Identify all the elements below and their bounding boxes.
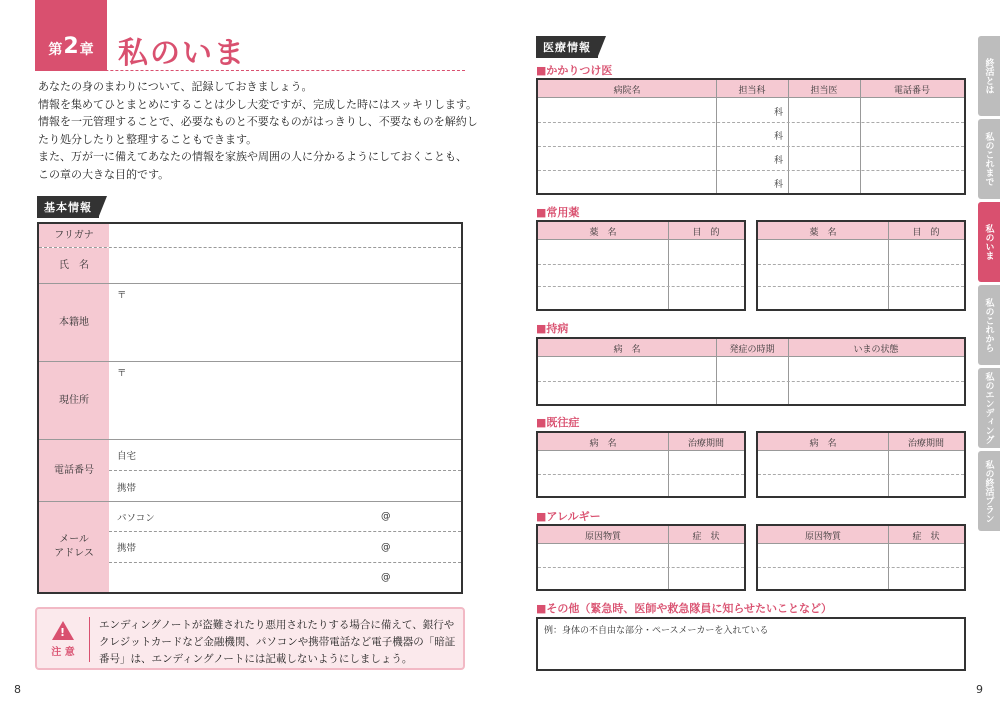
kiou-heading: ■既往症 <box>536 416 580 429</box>
mail-mobile-label: 携帯 <box>117 543 137 554</box>
kiou-table-left <box>536 431 746 498</box>
other-field[interactable] <box>536 617 966 671</box>
tab-now[interactable]: 私のいま <box>978 202 1000 282</box>
honseki-label: 本籍地 <box>39 284 109 361</box>
col-doctor: 担当医 <box>810 85 838 96</box>
dept-suffix: 科 <box>774 108 784 118</box>
intro-line: また、万が一に備えてあなたの情報を家族や周囲の人に分かるようにしておくことも、 <box>38 150 467 164</box>
row-divider <box>758 474 964 475</box>
honseki-row <box>39 284 461 362</box>
col-purpose: 目 的 <box>912 227 940 238</box>
col-disease: 病 名 <box>613 344 641 355</box>
phone-home-field[interactable] <box>109 440 461 471</box>
col-purpose: 目 的 <box>692 227 720 238</box>
intro-line: 情報を集めてひとまとめにすることは少し大変ですが、完成した時にはスッキリします。 <box>38 97 478 111</box>
kakaritsuke-table <box>536 78 966 195</box>
caution-line: エンディングノートが盗難されたり悪用されたりする場合に備えて、銀行や <box>99 619 455 631</box>
intro-line: この章の大きな目的です。 <box>38 167 170 181</box>
exclamation-icon: ! <box>60 626 66 639</box>
col-divider <box>788 339 789 404</box>
right-page <box>500 0 1000 706</box>
mail-mobile-field[interactable] <box>109 532 461 563</box>
row-divider <box>538 474 744 475</box>
row-divider <box>758 567 964 568</box>
mail-label: メール アドレス <box>39 502 109 592</box>
joyo-table-right <box>756 220 966 311</box>
mail-pc-field[interactable] <box>109 502 461 532</box>
joyo-table-left <box>536 220 746 311</box>
tab-future[interactable]: 私のこれから <box>978 285 1000 365</box>
postal-mark: 〒 <box>117 368 127 379</box>
col-allergen: 原因物質 <box>804 531 841 542</box>
tab-plan[interactable]: 私の終活プラン <box>978 451 1000 531</box>
kakaritsuke-heading: ■かかりつけ医 <box>536 64 613 77</box>
row-divider <box>538 146 964 147</box>
other-example: 例：身体の不自由な部分・ペースメーカーを入れている <box>544 626 769 636</box>
caution-label: 注 意 <box>51 647 75 658</box>
col-divider <box>888 526 889 589</box>
chapter-title: 私のいま <box>118 36 246 71</box>
col-divider <box>668 222 669 309</box>
allergy-table-right <box>756 524 966 591</box>
address-row <box>39 362 461 440</box>
phone-row <box>39 440 461 502</box>
phone-mobile-label: 携帯 <box>117 482 137 494</box>
row-divider <box>538 264 744 265</box>
chapter-tabs <box>978 36 1000 534</box>
col-divider <box>668 526 669 589</box>
col-period: 治療期間 <box>907 438 944 449</box>
col-symptom: 症 状 <box>692 531 720 542</box>
col-divider <box>668 433 669 496</box>
col-allergen: 原因物質 <box>584 531 621 542</box>
address-label: 現住所 <box>39 362 109 439</box>
col-divider <box>788 80 789 193</box>
jibyo-table <box>536 337 966 406</box>
warning-icon <box>45 621 81 658</box>
row-divider <box>538 286 744 287</box>
chapter-badge <box>35 0 107 71</box>
caution-box <box>35 607 465 670</box>
col-drug: 薬 名 <box>589 227 617 238</box>
dept-suffix: 科 <box>774 132 784 142</box>
intro-line: たり処分したりと整理することもできます。 <box>38 132 258 146</box>
col-department: 担当科 <box>738 85 766 96</box>
postal-mark: 〒 <box>117 290 127 301</box>
tab-ending[interactable]: 私のエンディング <box>978 368 1000 448</box>
col-onset: 発症の時期 <box>729 344 775 355</box>
page-number-left: 8 <box>14 683 21 696</box>
chapter-number: 2 <box>63 34 79 59</box>
allergy-heading: ■アレルギー <box>536 510 601 523</box>
intro-line: あなたの身のまわりについて、記録しておきましょう。 <box>38 80 313 93</box>
row-divider <box>758 286 964 287</box>
furigana-label: フリガナ <box>39 224 109 247</box>
basic-info-form <box>37 222 463 594</box>
col-divider <box>860 80 861 193</box>
tab-past[interactable]: 私のこれまで <box>978 119 1000 199</box>
address-field[interactable] <box>109 364 461 380</box>
caution-line: クレジットカードなど金融機関、パソコンや携帯電話など電子機器の「暗証 <box>99 636 456 648</box>
col-phone: 電話番号 <box>893 85 930 96</box>
chapter-prefix: 第 <box>48 42 63 58</box>
col-drug: 薬 名 <box>809 227 837 238</box>
joyo-heading: ■常用薬 <box>536 206 580 219</box>
intro-text <box>38 78 478 184</box>
row-divider <box>538 567 744 568</box>
tab-intro[interactable]: 終活とは <box>978 36 1000 116</box>
row-divider <box>758 264 964 265</box>
allergy-table-left <box>536 524 746 591</box>
mail-extra-field[interactable] <box>109 563 461 592</box>
col-divider <box>716 80 717 193</box>
kiou-table-right <box>756 431 966 498</box>
caution-line: 番号」は、エンディングノートには記載しないようにしましょう。 <box>99 653 413 665</box>
dept-suffix: 科 <box>774 156 784 166</box>
caution-divider <box>89 617 90 662</box>
col-divider <box>716 339 717 404</box>
medical-info-label: 医療情報 <box>536 36 598 58</box>
col-period: 治療期間 <box>687 438 724 449</box>
at-mark: @ <box>381 511 391 522</box>
col-divider <box>888 222 889 309</box>
row-divider <box>538 170 964 171</box>
name-label: 氏 名 <box>39 248 109 283</box>
at-mark: @ <box>381 541 391 553</box>
honseki-field[interactable] <box>109 286 461 302</box>
mail-row <box>39 502 461 592</box>
name-row <box>39 248 461 284</box>
mail-pc-label: パソコン <box>117 512 155 524</box>
col-hospital: 病院名 <box>613 85 641 96</box>
jibyo-heading: ■持病 <box>536 322 569 335</box>
col-symptom: 症 状 <box>912 531 940 542</box>
furigana-row <box>39 224 461 248</box>
intro-line: 情報を一元管理することで、必要なものと不要なものがはっきりし、不要なものを解約し <box>38 115 478 129</box>
col-divider <box>888 433 889 496</box>
col-status: いまの状態 <box>853 344 899 355</box>
dept-suffix: 科 <box>774 180 784 190</box>
at-mark: @ <box>381 572 391 583</box>
chapter-suffix: 章 <box>79 42 94 58</box>
phone-mobile-field[interactable] <box>109 471 461 502</box>
col-disease: 病 名 <box>809 438 837 449</box>
name-field[interactable] <box>109 248 461 284</box>
phone-label: 電話番号 <box>39 440 109 501</box>
other-heading: ■その他（緊急時、医師や救急隊員に知らせたいことなど） <box>536 602 833 615</box>
furigana-field[interactable] <box>109 224 461 248</box>
page-number-right: 9 <box>976 683 983 696</box>
row-divider <box>538 381 964 382</box>
title-divider <box>35 70 465 71</box>
phone-home-label: 自宅 <box>117 451 137 462</box>
row-divider <box>538 122 964 123</box>
col-disease: 病 名 <box>589 438 617 449</box>
basic-info-label: 基本情報 <box>37 196 99 218</box>
caution-text <box>99 617 455 668</box>
